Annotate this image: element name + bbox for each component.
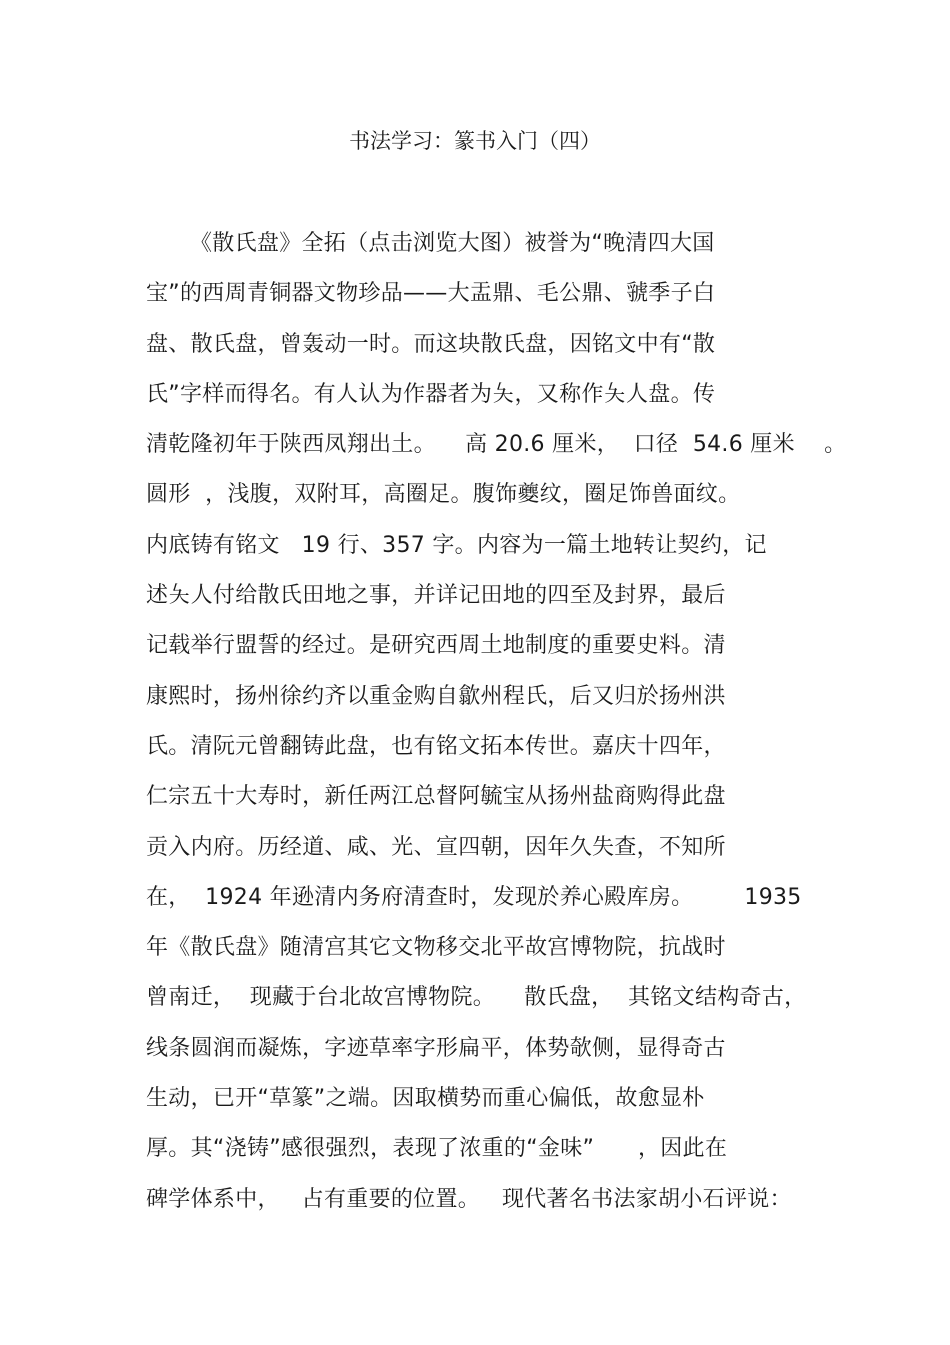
body-line: 圆形 ，浅腹，双附耳，高圈足。腹饰夔纹，圈足饰兽面纹。 bbox=[146, 482, 741, 508]
body-line: 《散氏盘》全拓（点击浏览大图）被誉为“晚清四大国 bbox=[190, 231, 715, 256]
body-line: 贡入内府。历经道、咸、光、宣四朝，因年久失查，不知所 bbox=[146, 834, 726, 860]
body-line: 清乾隆初年于陕西凤翔出土。 高 20.6 厘米， 口径 54.6 厘米 。 bbox=[146, 432, 847, 458]
body-line: 氏。清阮元曾翻铸此盘，也有铭文拓本传世。嘉庆十四年， bbox=[146, 733, 726, 759]
body-line: 氏”字样而得名。有人认为作器者为夨，又称作夨人盘。传 bbox=[146, 381, 716, 407]
document-title: 书法学习：篆书入门（四） bbox=[349, 129, 601, 153]
body-line: 盘、散氏盘，曾轰动一时。而这块散氏盘，因铭文中有“散 bbox=[146, 331, 716, 357]
body-line: 宝”的西周青铜器文物珍品——大盂鼎、毛公鼎、虢季子白 bbox=[146, 281, 716, 307]
body-line: 述夨人付给散氏田地之事，并详记田地的四至及封界，最后 bbox=[146, 583, 726, 609]
body-line: 年《散氏盘》随清宫其它文物移交北平故宫博物院，抗战时 bbox=[146, 935, 726, 961]
body-line: 厚。其“浇铸”感很强烈，表现了浓重的“金味” ，因此在 bbox=[146, 1136, 728, 1162]
body-line: 曾南迁， 现藏于台北故宫博物院。 散氏盘， 其铭文结构奇古， bbox=[146, 985, 807, 1011]
document-body bbox=[146, 225, 847, 1231]
body-line: 记载举行盟誓的经过。是研究西周土地制度的重要史料。清 bbox=[146, 633, 726, 659]
body-line: 生动，已开“草篆”之端。因取横势而重心偏低，故愈显朴 bbox=[146, 1086, 705, 1112]
body-line: 碑学体系中， 占有重要的位置。 现代著名书法家胡小石评说： bbox=[146, 1186, 792, 1212]
body-line: 线条圆润而凝炼，字迹草率字形扁平，体势欹侧，显得奇古 bbox=[146, 1035, 726, 1061]
body-line: 仁宗五十大寿时，新任两江总督阿毓宝从扬州盐商购得此盘 bbox=[146, 784, 726, 810]
body-line: 康熙时，扬州徐约齐以重金购自歙州程氏，后又归於扬州洪 bbox=[146, 683, 726, 709]
body-line: 在， 1924 年逊清内务府清查时，发现於养心殿库房。 1935 bbox=[146, 884, 802, 910]
body-line: 内底铸有铭文 19 行、357 字。内容为一篇土地转让契约，记 bbox=[146, 532, 767, 558]
